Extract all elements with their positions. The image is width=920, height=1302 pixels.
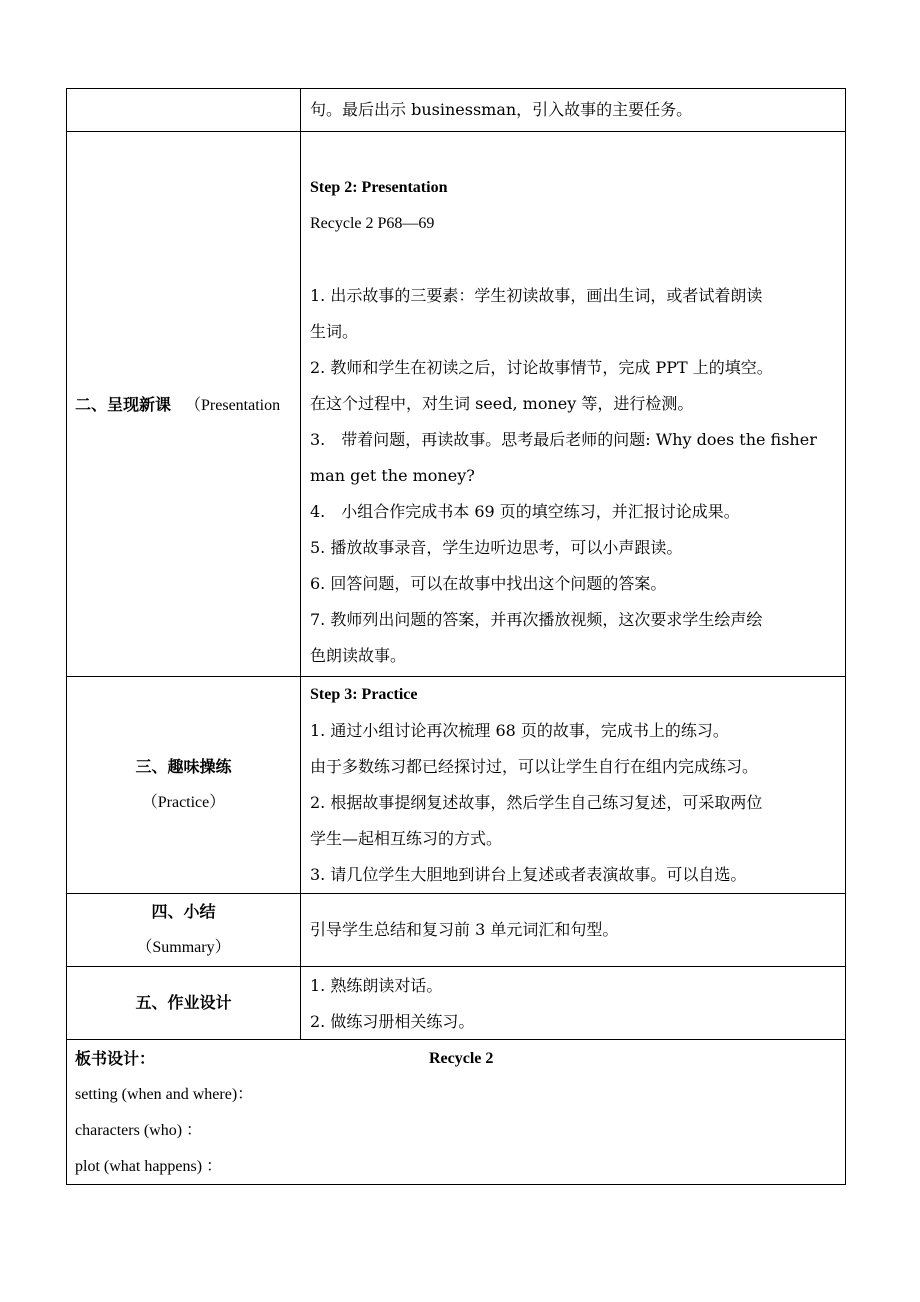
row-divider bbox=[67, 1039, 845, 1040]
row1-text: 句。最后出示 businessman，引入故事的主要任务。 bbox=[310, 100, 693, 119]
board-line: characters (who) ： bbox=[75, 1122, 203, 1139]
section5-line: 2. 做练习册相关练习。 bbox=[310, 1012, 475, 1031]
section4-content bbox=[301, 893, 847, 966]
section5-label bbox=[67, 966, 300, 1039]
board-line: plot (what happens) ： bbox=[75, 1158, 223, 1175]
section2-line: 7. 教师列出问题的答案，并再次播放视频，这次要求学生绘声绘 bbox=[310, 610, 763, 629]
board-line: setting (when and where)： bbox=[75, 1086, 254, 1103]
section4-label bbox=[67, 893, 300, 966]
section2-subtitle: Recycle 2 P68—69 bbox=[310, 215, 435, 232]
section2-line: man get the money? bbox=[310, 466, 475, 485]
section2-line: 5. 播放故事录音，学生边听边思考，可以小声跟读。 bbox=[310, 538, 683, 557]
board-title: Recycle 2 bbox=[429, 1050, 494, 1067]
section3-label-en: （Practice） bbox=[141, 793, 226, 811]
section3-step-title: Step 3: Practice bbox=[310, 686, 418, 703]
section4-text: 引导学生总结和复习前 3 单元词汇和句型。 bbox=[310, 919, 619, 939]
section2-line: 生词。 bbox=[310, 322, 359, 341]
section2-label bbox=[67, 131, 300, 676]
section2-label-cn: 二、呈现新课 bbox=[75, 395, 172, 414]
section5-line: 1. 熟练朗读对话。 bbox=[310, 976, 443, 995]
section2-line: 4. 小组合作完成书本 69 页的填空练习，并汇报讨论成果。 bbox=[310, 502, 740, 521]
section3-label bbox=[67, 676, 300, 893]
section2-line: 1. 出示故事的三要素：学生初读故事，画出生词，或者试着朗读 bbox=[310, 286, 763, 305]
section3-line: 1. 通过小组讨论再次梳理 68 页的故事，完成书上的练习。 bbox=[310, 721, 729, 740]
section2-line: 3. 带着问题，再读故事。思考最后老师的问题: Why does the fisher bbox=[310, 430, 817, 449]
section3-content bbox=[301, 677, 847, 893]
section5-content bbox=[301, 968, 847, 1039]
section5-label-cn: 五、作业设计 bbox=[135, 992, 232, 1012]
section3-line: 3. 请几位学生大胆地到讲台上复述或者表演故事。可以自选。 bbox=[310, 865, 747, 884]
row1-content bbox=[301, 89, 847, 131]
section2-line: 2. 教师和学生在初读之后，讨论故事情节，完成 PPT 上的填空。 bbox=[310, 358, 773, 377]
section2-line: 色朗读故事。 bbox=[310, 646, 407, 665]
section3-line: 学生—起相互练习的方式。 bbox=[310, 829, 503, 848]
section3-label-cn: 三、趣味操练 bbox=[135, 756, 232, 776]
board-design bbox=[67, 1041, 847, 1185]
section2-content bbox=[301, 170, 847, 675]
section2-line: 6. 回答问题，可以在故事中找出这个问题的答案。 bbox=[310, 574, 667, 593]
section3-line: 由于多数练习都已经探讨过，可以让学生自行在组内完成练习。 bbox=[310, 757, 759, 776]
section4-label-cn: 四、小结 bbox=[151, 901, 216, 921]
section3-line: 2. 根据故事提纲复述故事，然后学生自己练习复述，可采取两位 bbox=[310, 793, 763, 812]
section2-step-title: Step 2: Presentation bbox=[310, 179, 448, 196]
section4-label-en: （Summary） bbox=[136, 938, 231, 956]
blank-line bbox=[310, 242, 843, 278]
section2-label-en: （Presentation bbox=[185, 397, 281, 414]
lesson-plan-table bbox=[66, 88, 846, 1185]
board-label: 板书设计： bbox=[75, 1049, 156, 1068]
section2-line: 在这个过程中，对生词 seed, money 等，进行检测。 bbox=[310, 394, 694, 413]
